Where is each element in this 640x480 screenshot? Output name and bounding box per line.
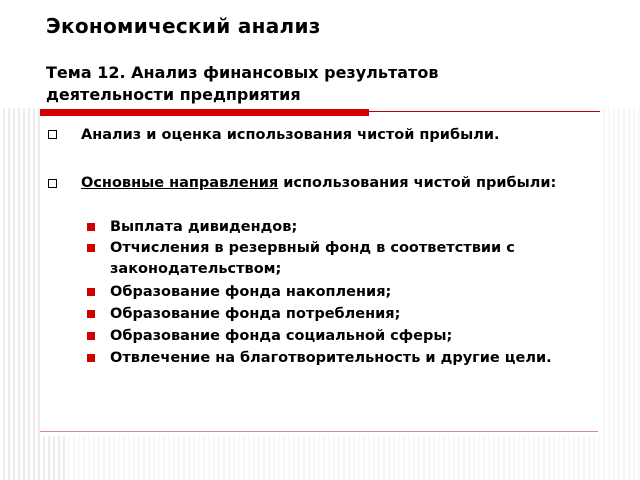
red-square-bullet-icon bbox=[87, 332, 95, 340]
red-square-bullet-icon bbox=[87, 310, 95, 318]
sub-bullet-item: Отвлечение на благотворительность и другие цели. bbox=[110, 350, 552, 366]
red-square-bullet-icon bbox=[87, 244, 95, 252]
sub-bullet-item: Образование фонда социальной сферы; bbox=[110, 328, 453, 344]
sub-bullet-item: Отчисления в резервный фонд в соответствии с законодательством; bbox=[110, 240, 515, 277]
accent-bar bbox=[40, 109, 369, 116]
bullet-item: Анализ и оценка использования чистой прибыли. bbox=[81, 127, 500, 143]
bullet-item bbox=[81, 175, 556, 191]
hollow-square-bullet-icon bbox=[48, 130, 57, 139]
hollow-square-bullet-icon bbox=[48, 179, 57, 188]
footer-divider bbox=[40, 431, 598, 432]
red-square-bullet-icon bbox=[87, 223, 95, 231]
sub-bullet-item: Образование фонда потребления; bbox=[110, 306, 401, 322]
red-square-bullet-icon bbox=[87, 288, 95, 296]
bullet-item-rest: использования чистой прибыли: bbox=[278, 175, 557, 191]
sub-bullet-item: Выплата дивидендов; bbox=[110, 219, 298, 235]
red-square-bullet-icon bbox=[87, 354, 95, 362]
underlined-phrase: Основные направления bbox=[81, 175, 279, 191]
page-title: Экономический анализ bbox=[46, 14, 321, 38]
sub-bullet-item: Образование фонда накопления; bbox=[110, 284, 392, 300]
slide-subtitle: Тема 12. Анализ финансовых результатов деятельности предприятия bbox=[46, 63, 439, 104]
